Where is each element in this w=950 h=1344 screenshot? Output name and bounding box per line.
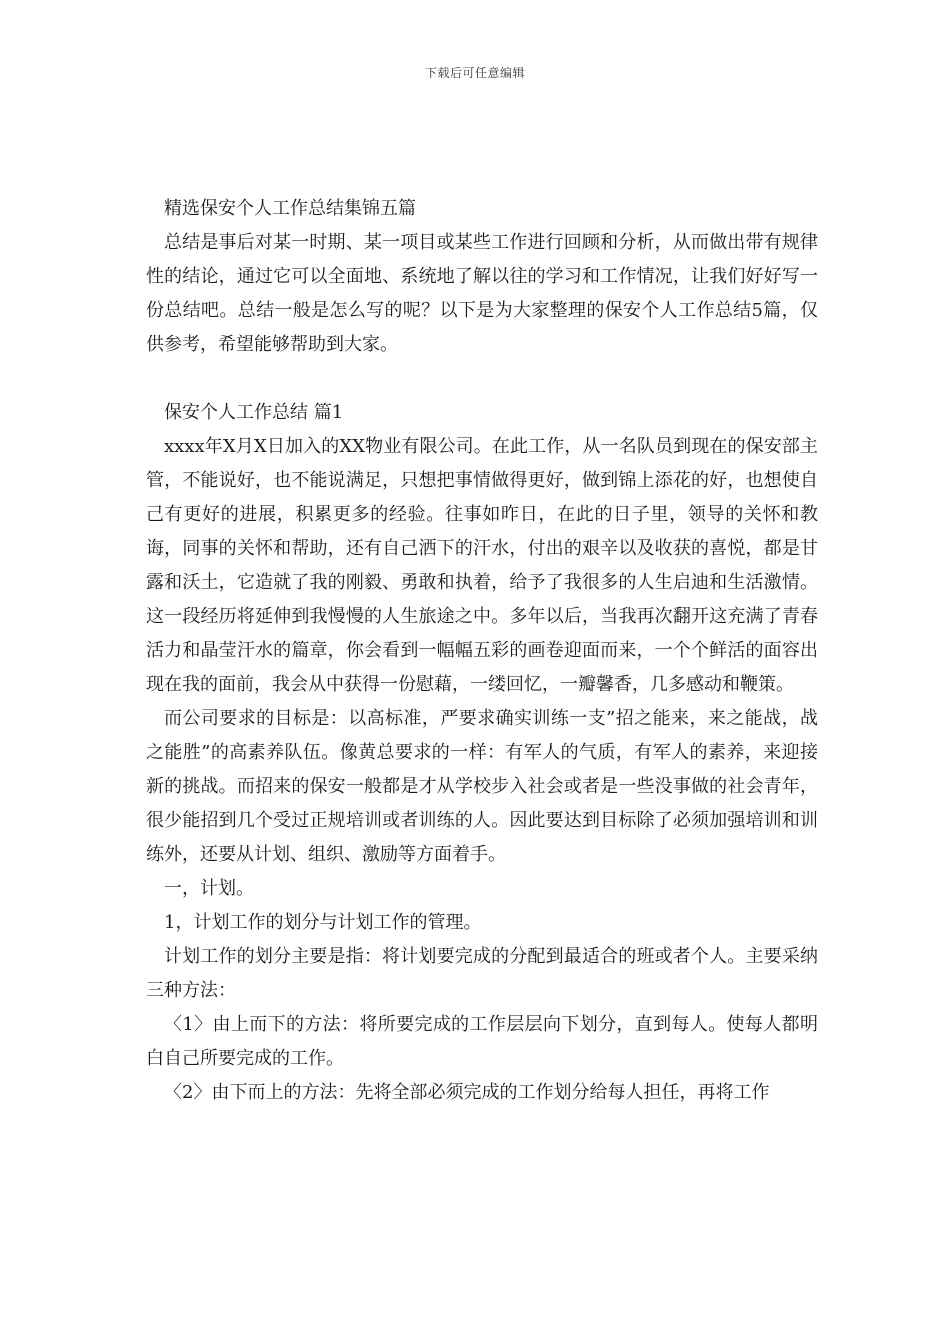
heading-plan: 一，计划。 [164, 878, 254, 899]
page-header-note: 下载后可任意编辑 [424, 66, 525, 80]
plan-description: 计划工作的划分主要是指：将计划要完成的分配到最适合的班或者个人。主要采纳三种方法： [146, 946, 818, 1001]
intro-paragraph: 总结是事后对某一时期、某一项目或某些工作进行回顾和分析，从而做出带有规律性的结论，通过它可以全面地、系统地了解以往的学习和工作情况，让我们好好写一份总结吧。总结一般是怎么写的呢？以下是为大家整理的保安个人工作总结5篇，仅供参考，希望能够帮助到大家。 [146, 232, 818, 355]
body-paragraph: 而公司要求的目标是：以高标准，严要求确实训练一支”招之能来，来之能战，战之能胜”的高素养队伍。像黄总要求的一样：有军人的气质，有军人的素养，来迎接新的挑战。而招来的保安一般都是才从学校步入社会或者是一些没事做的社会青年，很少能招到几个受过正规培训或者训练的人。因此要达到目标除了必须加强培训和训练外，还要从计划、组织、激励等方面着手。 [146, 708, 818, 865]
document-body [146, 192, 818, 1110]
section-title: 保安个人工作总结 篇1 [164, 402, 344, 423]
method-item-1: 〈1〉由上而下的方法：将所要完成的工作层层向下划分，直到每人。使每人都明白自己所要完成的工作。 [146, 1014, 818, 1069]
method-item-2: 〈2〉由下而上的方法：先将全部必须完成的工作划分给每人担任，再将工作 [164, 1082, 770, 1103]
document-title: 精选保安个人工作总结集锦五篇 [164, 198, 416, 219]
section-spacer [146, 362, 818, 396]
subheading-plan-1: 1，计划工作的划分与计划工作的管理。 [164, 912, 482, 933]
body-paragraph: xxxx年X月X日加入的XX物业有限公司。在此工作，从一名队员到现在的保安部主管，不能说好，也不能说满足，只想把事情做得更好，做到锦上添花的好，也想使自己有更好的进展，积累更多的经验。往事如昨日，在此的日子里，领导的关怀和教诲，同事的关怀和帮助，还有自己洒下的汗水，付出的艰辛以及收获的喜悦，都是甘露和沃土，它造就了我的刚毅、勇敢和执着，给予了我很多的人生启迪和生活激情。这一段经历将延伸到我慢慢的人生旅途之中。多年以后，当我再次翻开这充满了青春活力和晶莹汗水的篇章，你会看到一幅幅五彩的画卷迎面而来，一个个鲜活的面容出现在我的面前，我会从中获得一份慰藉，一缕回忆，一瓣馨香，几多感动和鞭策。 [146, 436, 818, 695]
